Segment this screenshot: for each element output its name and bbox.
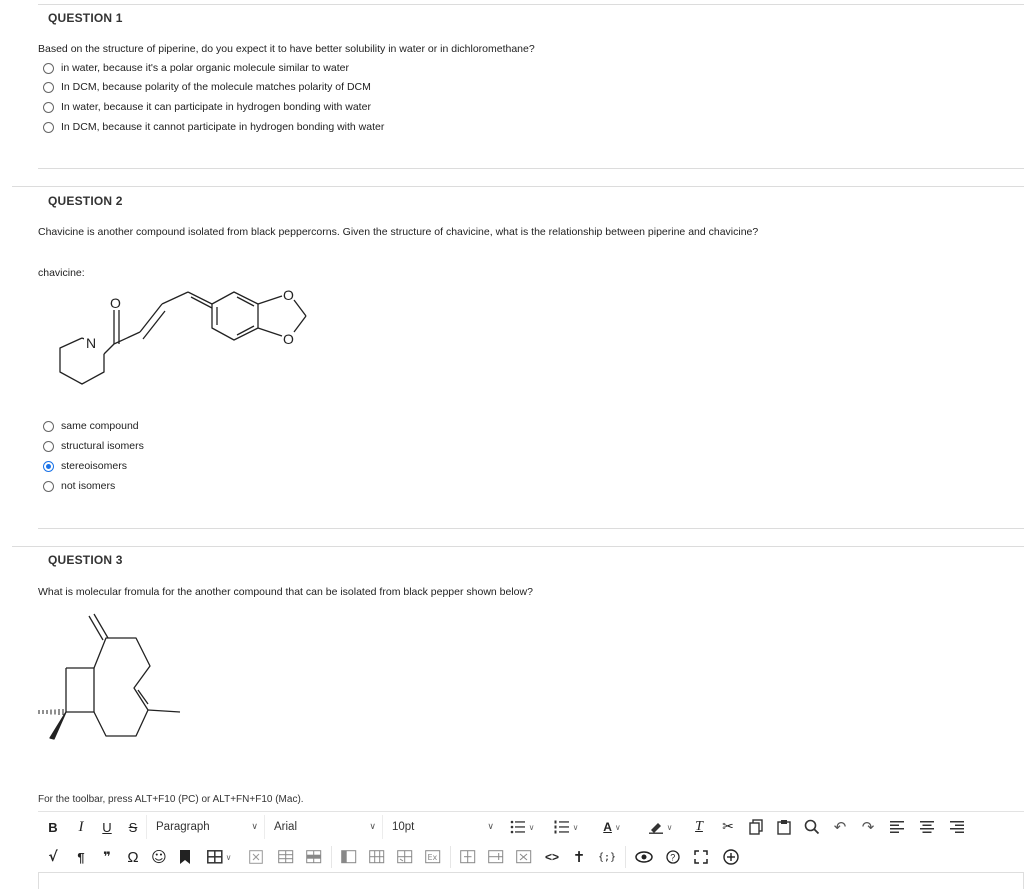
radio-button[interactable]	[43, 82, 54, 93]
accessibility-icon[interactable]: ✝	[572, 848, 586, 866]
paragraph-format-value: Paragraph	[156, 821, 210, 833]
q2-option-2[interactable]	[43, 438, 144, 454]
nitrogen-atom: N	[86, 335, 97, 351]
divider-q2-top	[12, 186, 1024, 187]
question-2-text: Chavicine is another compound isolated from black peppercorns. Given the structure of chavicine, what is the relationship between piperine and chavicine?	[38, 226, 759, 238]
q2-option-4-label: not isomers	[61, 480, 116, 492]
chevron-down-icon: ∨	[528, 822, 535, 832]
editor-content-area[interactable]	[38, 872, 1024, 889]
strikethrough-button[interactable]: S	[128, 819, 138, 835]
table-delete-row-icon[interactable]	[391, 846, 419, 868]
oxygen-atom: O	[110, 295, 121, 311]
text-color-icon: A	[603, 820, 612, 834]
question-1-title: QUESTION 1	[48, 11, 123, 25]
chevron-down-icon: ∨	[369, 822, 376, 832]
radio-button[interactable]	[43, 122, 54, 133]
radio-button[interactable]	[43, 481, 54, 492]
question-2-title: QUESTION 2	[48, 194, 123, 208]
radio-button[interactable]	[43, 421, 54, 432]
font-size-select[interactable]	[382, 815, 500, 839]
paragraph-mark-button[interactable]: ¶	[77, 849, 85, 865]
question-3-text: What is molecular fromula for the another compound that can be isolated from black pepper shown below?	[38, 586, 533, 598]
q2-option-2-label: structural isomers	[61, 440, 144, 452]
q2-option-3-label: stereoisomers	[61, 460, 127, 472]
align-right-icon[interactable]	[942, 816, 972, 838]
insert-table-button[interactable]	[198, 846, 240, 868]
table-row-before-icon[interactable]	[272, 846, 300, 868]
question-1-text: Based on the structure of piperine, do you expect it to have better solubility in water or in dichloromethane?	[38, 43, 535, 55]
table-row-after-icon[interactable]	[300, 846, 328, 868]
radio-button[interactable]	[43, 441, 54, 452]
editor-toolbar-row-1	[38, 811, 1024, 842]
align-left-icon[interactable]	[882, 816, 912, 838]
paste-icon[interactable]	[770, 816, 798, 838]
chavicine-structure	[30, 282, 320, 394]
source-code-button[interactable]: <>	[544, 850, 559, 864]
q1-option-2-label: In DCM, because polarity of the molecule matches polarity of DCM	[61, 81, 371, 93]
special-character-button[interactable]: Ω	[127, 848, 139, 866]
table-cell-props-icon[interactable]	[510, 846, 538, 868]
numbered-list-button[interactable]	[544, 816, 588, 838]
divider-top	[38, 4, 1024, 5]
table-merge-icon[interactable]	[454, 846, 482, 868]
help-icon[interactable]	[659, 846, 687, 868]
q1-option-4[interactable]	[43, 119, 384, 135]
math-icon[interactable]: √	[48, 849, 58, 865]
chevron-down-icon: ∨	[666, 822, 673, 832]
toolbar-separator	[331, 846, 332, 868]
copy-icon[interactable]	[742, 816, 770, 838]
radio-button-selected[interactable]	[43, 461, 54, 472]
align-center-icon[interactable]	[912, 816, 942, 838]
font-size-value: 10pt	[392, 821, 415, 833]
preview-eye-icon[interactable]	[629, 846, 659, 868]
code-block-button[interactable]: {;}	[597, 851, 617, 863]
svg-text:?: ?	[670, 852, 676, 863]
chevron-down-icon: ∨	[614, 822, 621, 832]
redo-icon[interactable]: ↷	[861, 818, 875, 836]
bookmark-icon[interactable]	[172, 846, 198, 868]
chevron-down-icon: ∨	[487, 822, 494, 832]
divider-q1-bottom	[38, 168, 1024, 169]
cut-icon[interactable]: ✂	[722, 819, 734, 835]
radio-button[interactable]	[43, 63, 54, 74]
underline-button[interactable]: U	[102, 819, 112, 835]
fullscreen-icon[interactable]	[687, 846, 715, 868]
q1-option-3-label: In water, because it can participate in hydrogen bonding with water	[61, 101, 371, 113]
svg-text:Ex: Ex	[427, 853, 438, 862]
highlighter-icon	[648, 820, 664, 834]
q1-option-1-label: in water, because it's a polar organic molecule similar to water	[61, 62, 349, 74]
bullet-list-button[interactable]	[500, 816, 544, 838]
chevron-down-icon: ∨	[572, 822, 579, 832]
clear-formatting-button[interactable]: T	[695, 819, 703, 834]
text-color-button[interactable]	[588, 816, 636, 838]
chevron-down-icon: ∨	[251, 822, 258, 832]
font-family-select[interactable]	[264, 815, 382, 839]
toolbar-hint: For the toolbar, press ALT+F10 (PC) or ALT+FN+F10 (Mac).	[38, 794, 304, 805]
chevron-down-icon: ∨	[225, 852, 232, 862]
highlight-color-button[interactable]	[636, 816, 684, 838]
add-content-icon[interactable]	[715, 846, 747, 868]
q1-option-2[interactable]	[43, 79, 371, 95]
table-icon	[207, 850, 223, 864]
radio-button[interactable]	[43, 102, 54, 113]
blockquote-button[interactable]: ❞	[103, 849, 111, 865]
font-family-value: Arial	[274, 821, 298, 833]
editor-toolbar-row-2	[38, 842, 1024, 872]
delete-table-icon[interactable]	[240, 846, 272, 868]
toolbar-separator	[625, 846, 626, 868]
divider-q3-top	[12, 546, 1024, 547]
paragraph-format-select[interactable]	[146, 815, 264, 839]
bold-button[interactable]: B	[48, 819, 58, 835]
numbered-list-icon	[554, 820, 570, 834]
q1-option-4-label: In DCM, because it cannot participate in hydrogen bonding with water	[61, 121, 385, 133]
search-icon[interactable]	[798, 816, 826, 838]
table-col-before-icon[interactable]	[335, 846, 363, 868]
table-col-after-icon[interactable]	[363, 846, 391, 868]
q2-option-3[interactable]	[43, 458, 127, 474]
q1-option-1[interactable]	[43, 60, 349, 76]
table-split-icon[interactable]	[482, 846, 510, 868]
q2-option-4[interactable]	[43, 478, 115, 494]
oxygen-atom: O	[283, 331, 294, 347]
italic-button[interactable]: I	[78, 818, 84, 835]
q1-option-3[interactable]	[43, 99, 371, 115]
q2-option-1-label: same compound	[61, 420, 139, 432]
question-3-title: QUESTION 3	[48, 553, 123, 567]
caryophyllene-structure	[30, 606, 190, 746]
q2-option-1[interactable]	[43, 418, 139, 434]
chavicine-label: chavicine:	[38, 267, 85, 279]
toolbar-separator	[450, 846, 451, 868]
oxygen-atom: O	[283, 287, 294, 303]
table-delete-col-icon[interactable]	[419, 846, 447, 868]
bullet-list-icon	[510, 820, 526, 834]
emoji-icon[interactable]: ☺	[151, 848, 167, 866]
undo-icon[interactable]: ↶	[833, 818, 847, 836]
divider-q2-bottom	[38, 528, 1024, 529]
